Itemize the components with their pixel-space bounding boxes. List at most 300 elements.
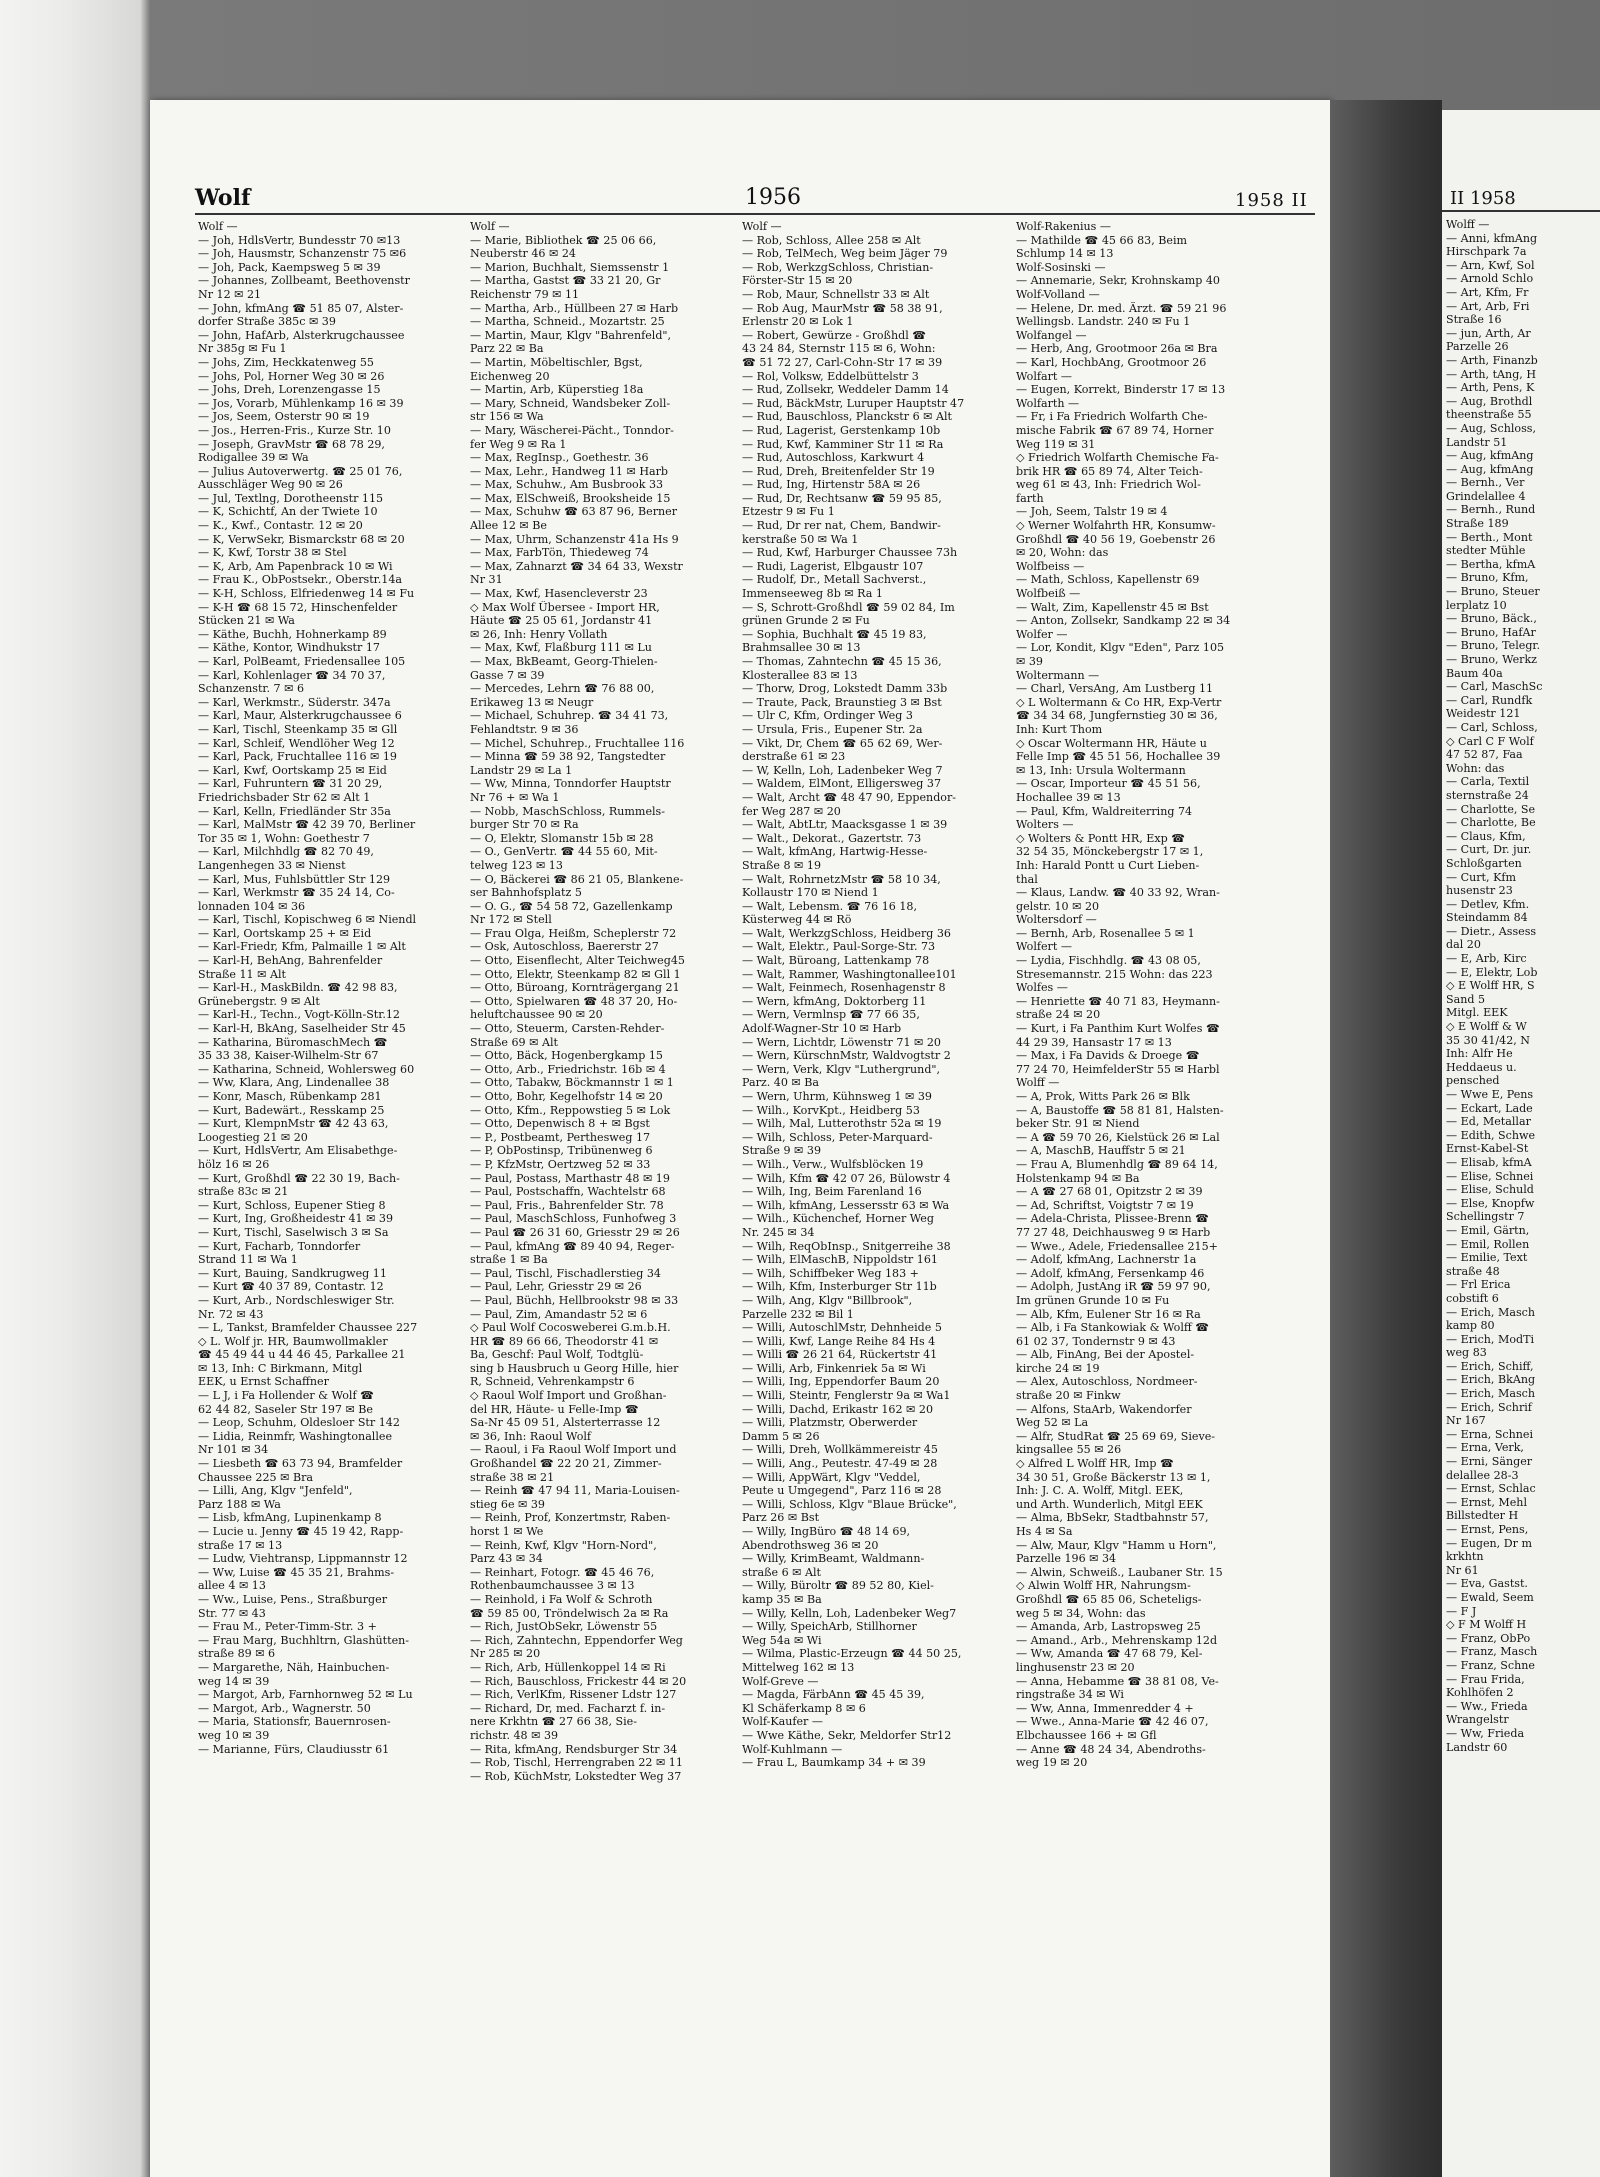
directory-entry-line: Wolfert — — [1016, 940, 1072, 954]
facing-entry-line: 35 30 41/42, N — [1446, 1033, 1531, 1047]
directory-entry-line: — K-H, Schloss, Elfriedenweg 14 ✉ Fu — [198, 587, 415, 601]
directory-entry-line: — Vikt, Dr, Chem ☎ 65 62 69, Wer- — [742, 736, 943, 750]
facing-entry-line: Straße 189 — [1446, 517, 1509, 531]
facing-entry-line: — Aug, Schloss, — [1446, 421, 1537, 435]
facing-entry-line: — Arth, tAng, H — [1446, 367, 1537, 381]
directory-entry-line: — Karl, Werkmstr., Süderstr. 347a — [198, 695, 391, 709]
directory-entry-line: — Frau L, Baumkamp 34 + ✉ 39 — [742, 1756, 926, 1770]
facing-entry-line: — Art, Arb, Fri — [1446, 299, 1530, 313]
directory-entry-line: Parz 43 ✉ 34 — [470, 1552, 543, 1566]
directory-entry-line: — Walt, Rammer, Washingtonallee101 — [742, 967, 957, 981]
facing-entry-line: kamp 80 — [1446, 1319, 1495, 1333]
directory-entry-line: — Joseph, GravMstr ☎ 68 78 29, — [198, 437, 385, 451]
facing-entry-line: — Charlotte, Se — [1446, 802, 1536, 816]
facing-entry-line: — Bruno, Kfm, — [1446, 571, 1529, 585]
facing-entry-line: — Ernst, Pens, — [1446, 1523, 1529, 1536]
directory-entry-line: — Rol, Volksw, Eddelbüttelstr 3 — [742, 369, 919, 383]
directory-entry-line: Mittelweg 162 ✉ 13 — [742, 1660, 855, 1674]
directory-entry-line: — Kurt, Badewärt., Resskamp 25 — [198, 1103, 385, 1117]
facing-entry-line: dal 20 — [1446, 938, 1481, 952]
directory-entry-line: — Max, Kwf, Flaßburg 111 ✉ Lu — [470, 641, 652, 655]
book-gutter — [1330, 100, 1442, 2177]
directory-entry-line: — Wilma, Plastic-Erzeugn ☎ 44 50 25, — [742, 1647, 962, 1661]
directory-entry-line: — Robert, Gewürze - Großhdl ☎ — [742, 328, 927, 342]
directory-entry-line: — Paul, Zim, Amandastr 52 ✉ 6 — [470, 1307, 648, 1321]
directory-entry-line: — Margot, Arb., Wagnerstr. 50 — [198, 1701, 371, 1715]
column-2 — [470, 220, 728, 2140]
directory-entry-line: Abendrothsweg 36 ✉ 20 — [742, 1538, 879, 1552]
facing-entry-line: — Arth, Pens, K — [1446, 381, 1535, 395]
directory-entry-line: — Lisb, kfmAng, Lupinenkamp 8 — [198, 1511, 382, 1525]
directory-entry-line: — Kurt, Facharb, Tonndorfer — [198, 1239, 361, 1253]
directory-entry-line: allee 4 ✉ 13 — [198, 1579, 266, 1593]
directory-entry-line: — Sophia, Buchhalt ☎ 45 19 83, — [742, 627, 927, 641]
directory-entry-line: — Willi, Platzmstr, Oberwerder — [742, 1416, 918, 1430]
directory-entry-line: Parz 26 ✉ Bst — [742, 1511, 820, 1525]
facing-entry-line: Sand 5 — [1446, 992, 1486, 1006]
facing-entry-line: Billstedter H — [1446, 1509, 1519, 1523]
directory-entry-line: — Paul, Postschaffn, Wachtelstr 68 — [470, 1185, 666, 1199]
directory-entry-line: — Rob, Tischl, Herrengraben 22 ✉ 11 — [470, 1756, 683, 1770]
directory-entry-line: — O. G., ☎ 54 58 72, Gazellenkamp — [470, 899, 673, 913]
facing-entry-line: — Erich, ModTi — [1446, 1332, 1535, 1346]
directory-entry-line: Landstr 29 ✉ La 1 — [470, 763, 573, 777]
directory-entry-line: — Thomas, Zahntechn ☎ 45 15 36, — [742, 655, 942, 668]
directory-entry-line: — Maria, Stationsfr, Bauernrosen- — [198, 1715, 391, 1729]
directory-entry-line: 61 02 37, Tondernstr 9 ✉ 43 — [1016, 1334, 1176, 1348]
facing-entry-line: — Carl, MaschSc — [1446, 680, 1543, 694]
facing-entry-line: — Elise, Schnei — [1446, 1169, 1534, 1183]
directory-entry-line: — Lor, Kondit, Klgv "Eden", Parz 105 — [1016, 641, 1225, 655]
directory-entry-line: — Adela-Christa, Plissee-Brenn ☎ — [1016, 1212, 1209, 1226]
directory-entry-line: Weg 54a ✉ Wi — [742, 1633, 822, 1647]
directory-entry-line: Küsterweg 44 ✉ Rö — [742, 913, 852, 927]
directory-entry-line: ☎ 59 85 00, Tröndelwisch 2a ✉ Ra — [470, 1606, 669, 1620]
facing-entry-line: — Bruno, Bäck., — [1446, 612, 1537, 626]
directory-entry-line: Parzelle 232 ✉ Bil 1 — [742, 1307, 854, 1321]
directory-entry-line: Erlenstr 20 ✉ Lok 1 — [742, 315, 854, 329]
facing-entry-line: — Claus, Kfm, — [1446, 829, 1526, 843]
directory-entry-line: nere Krkhtn ☎ 27 66 38, Sie- — [470, 1715, 637, 1729]
facing-entry-line: — Curt, Dr. jur. — [1446, 843, 1532, 857]
directory-entry-line: — Walt, Büroang, Lattenkamp 78 — [742, 954, 930, 968]
directory-entry-line: straße 24 ✉ 20 — [1016, 1008, 1101, 1022]
directory-entry-line: straße 1 ✉ Ba — [470, 1253, 548, 1267]
directory-entry-line: Wolf-Sosinski — — [1016, 260, 1106, 274]
directory-entry-line: — Karl, Kohlenlager ☎ 34 70 37, — [198, 668, 386, 682]
directory-entry-line: straße 38 ✉ 21 — [470, 1470, 555, 1484]
directory-entry-line: Felle Imp ☎ 45 51 56, Hochallee 39 — [1016, 750, 1221, 764]
directory-entry-line: — Wern, Uhrm, Kühnsweg 1 ✉ 39 — [742, 1090, 932, 1103]
directory-entry-line: — Jos, Vorarb, Mühlenkamp 16 ✉ 39 — [198, 396, 404, 410]
facing-entry-line: — Carl, Rundfk — [1446, 693, 1533, 707]
directory-entry-line: — Rob, TelMech, Weg beim Jäger 79 — [742, 247, 948, 261]
directory-entry-line: — O., GenVertr. ☎ 44 55 60, Mit- — [470, 845, 658, 859]
directory-entry-line: — Rich, Arb, Hüllenkoppel 14 ✉ Ri — [470, 1660, 666, 1674]
directory-entry-line: — Ww., Luise, Pens., Straßburger — [198, 1592, 388, 1606]
directory-entry-line: — Rud, Autoschloss, Karkwurt 4 — [742, 451, 925, 465]
directory-entry-line: — Martha, Arb., Hüllbeen 27 ✉ Harb — [470, 301, 679, 315]
directory-entry-line: Strand 11 ✉ Wa 1 — [198, 1253, 298, 1267]
directory-entry-line: — Johannes, Zollbeamt, Beethovenstr — [198, 274, 410, 288]
directory-entry-line: ◇ Friedrich Wolfarth Chemische Fa- — [1016, 451, 1219, 465]
facing-entry-line: — Arn, Kwf, Sol — [1446, 258, 1535, 272]
directory-entry-line: — Kurt, Arb., Nordschleswiger Str. — [198, 1293, 395, 1307]
directory-entry-line: — Mercedes, Lehrn ☎ 76 88 00, — [470, 682, 655, 696]
directory-entry-line: — Reinhold, i Fa Wolf & Schroth — [470, 1592, 653, 1606]
directory-entry-line: Parz. 40 ✉ Ba — [742, 1076, 820, 1090]
facing-entry-line: Ernst-Kabel-St — [1446, 1142, 1529, 1156]
directory-entry-line: — Max, Zahnarzt ☎ 34 64 33, Wexstr — [470, 559, 683, 573]
facing-entry-line: — Art, Kfm, Fr — [1446, 285, 1529, 299]
directory-entry-line: — Willi, Kwf, Lange Reihe 84 Hs 4 — [742, 1334, 936, 1348]
directory-entry-line: — Reinh ☎ 47 94 11, Maria-Louisen- — [470, 1484, 680, 1498]
directory-entry-line: — Karl, Kelln, Friedländer Str 35a — [198, 804, 391, 818]
directory-entry-line: Eichenweg 20 — [470, 369, 550, 383]
directory-entry-line: Wolfes — — [1016, 981, 1068, 995]
facing-entry-line: — Else, Knopfw — [1446, 1196, 1535, 1210]
directory-entry-line: — Lidia, Reinmfr, Washingtonallee — [198, 1429, 393, 1443]
directory-entry-line: — Ursula, Fris., Eupener Str. 2a — [742, 722, 923, 736]
directory-entry-line: — L J, i Fa Hollender & Wolf ☎ — [198, 1389, 374, 1403]
directory-entry-line: Chaussee 225 ✉ Bra — [198, 1470, 314, 1484]
directory-entry-line: — Mary, Wäscherei-Pächt., Tonndor- — [470, 423, 674, 437]
directory-entry-line: — A ☎ 27 68 01, Opitzstr 2 ✉ 39 — [1016, 1185, 1203, 1199]
directory-entry-line: — Otto, Steuerm, Carsten-Rehder- — [470, 1022, 665, 1036]
facing-entry-line: — Erni, Sänger — [1446, 1455, 1533, 1469]
directory-entry-line: Wolfarth — — [1016, 396, 1080, 410]
directory-entry-line: — K, Kwf, Torstr 38 ✉ Stel — [198, 546, 347, 560]
directory-entry-line: fer Weg 287 ✉ 20 — [742, 804, 841, 818]
directory-entry-line: — Walt., Dekorat., Gazertstr. 73 — [742, 831, 922, 845]
directory-entry-line: Wolfart — — [1016, 369, 1072, 383]
directory-entry-line: — Karl, HochbAng, Grootmoor 26 — [1016, 355, 1207, 369]
directory-entry-line: — Minna ☎ 59 38 92, Tangstedter — [470, 750, 666, 764]
directory-entry-line: 44 29 39, Hansastr 17 ✉ 13 — [1016, 1035, 1172, 1049]
directory-entry-line: — Mathilde ☎ 45 66 83, Beim — [1016, 233, 1188, 247]
directory-entry-line: — Wilh, Schloss, Peter-Marquard- — [742, 1130, 933, 1144]
directory-entry-line: — Martin, Arb, Küperstieg 18a — [470, 383, 644, 397]
facing-entry-line: Wrangelstr — [1446, 1713, 1509, 1727]
directory-entry-line: — K, Schichtf, An der Twiete 10 — [198, 505, 378, 519]
directory-entry-line: kingsallee 55 ✉ 26 — [1016, 1443, 1122, 1457]
directory-entry-line: — Amanda, Arb, Lastropsweg 25 — [1016, 1620, 1201, 1634]
facing-entry-line: — Elisab, kfmA — [1446, 1155, 1532, 1169]
directory-entry-line: — Ludw, Viehtransp, Lippmannstr 12 — [198, 1552, 408, 1566]
directory-entry-line: — Otto, Elektr, Steenkamp 82 ✉ Gll 1 — [470, 967, 681, 981]
directory-entry-line: ◇ L. Wolf jr. HR, Baumwollmakler — [198, 1334, 388, 1348]
directory-entry-line: — Kurt, Bauing, Sandkrugweg 11 — [198, 1266, 387, 1280]
directory-entry-line: — Rich, JustObSekr, Löwenstr 55 — [470, 1620, 658, 1634]
facing-entry-line: cobstift 6 — [1446, 1291, 1499, 1305]
directory-entry-line: Parz 188 ✉ Wa — [198, 1497, 281, 1511]
directory-entry-line: — Otto, Spielwaren ☎ 48 37 20, Ho- — [470, 994, 678, 1008]
directory-entry-line: — Max, Uhrm, Schanzenstr 41a Hs 9 — [470, 532, 679, 546]
directory-entry-line: Schanzenstr. 7 ✉ 6 — [198, 682, 305, 696]
directory-entry-line: ◇ Raoul Wolf Import und Großhan- — [470, 1389, 667, 1403]
directory-entry-line: — Marie, Bibliothek ☎ 25 06 66, — [470, 233, 657, 247]
facing-entry-line: — Curt, Kfm — [1446, 870, 1516, 884]
directory-entry-line: — Willy, IngBüro ☎ 48 14 69, — [742, 1525, 911, 1538]
facing-entry-line: Wohn: das — [1446, 761, 1505, 775]
facing-entry-line: — Ww., Frieda — [1446, 1699, 1528, 1713]
directory-entry-line: — Rob, Schloss, Allee 258 ✉ Alt — [742, 233, 921, 247]
directory-entry-line: 35 33 38, Kaiser-Wilhelm-Str 67 — [198, 1049, 379, 1063]
directory-entry-line: — Alb, i Fa Stankowiak & Wolff ☎ — [1016, 1321, 1210, 1335]
directory-entry-line: 32 54 35, Mönckebergstr 17 ✉ 1, — [1016, 845, 1204, 859]
directory-entry-line: weg 19 ✉ 20 — [1016, 1756, 1088, 1770]
directory-entry-line: Nr 101 ✉ 34 — [198, 1443, 269, 1457]
column-4 — [1016, 220, 1316, 2140]
directory-entry-line: Nr 285 ✉ 20 — [470, 1647, 541, 1661]
directory-entry-line: — P., Postbeamt, Perthesweg 17 — [470, 1130, 651, 1144]
directory-entry-line: ◇ Oscar Woltermann HR, Häute u — [1016, 736, 1207, 750]
directory-entry-line: — Walt, Elektr., Paul-Sorge-Str. 73 — [742, 940, 936, 954]
directory-entry-line: — Ww, Minna, Tonndorfer Hauptstr — [470, 777, 671, 791]
directory-entry-line: — Kurt, HdlsVertr, Am Elisabethge- — [198, 1144, 398, 1158]
directory-entry-line: fer Weg 9 ✉ Ra 1 — [470, 437, 567, 451]
directory-entry-line: 34 30 51, Große Bäckerstr 13 ✉ 1, — [1016, 1470, 1211, 1484]
directory-entry-line: — Martin, Möbeltischler, Bgst, — [470, 355, 643, 369]
directory-entry-line: — A, MaschB, Hauffstr 5 ✉ 21 — [1016, 1144, 1186, 1158]
directory-entry-line: Wolf-Volland — — [1016, 287, 1100, 301]
directory-entry-line: — Herb, Ang, Grootmoor 26a ✉ Bra — [1016, 342, 1218, 356]
directory-entry-line: — Annemarie, Sekr, Krohnskamp 40 — [1016, 274, 1220, 288]
directory-entry-line: Großhandel ☎ 22 20 21, Zimmer- — [470, 1457, 662, 1471]
facing-entry-line: Heddaeus u. — [1446, 1060, 1517, 1074]
directory-entry-line: — Rita, kfmAng, Rendsburger Str 34 — [470, 1742, 678, 1756]
directory-entry-line: — Karl-Friedr, Kfm, Palmaille 1 ✉ Alt — [198, 940, 406, 954]
directory-entry-line: weg 5 ✉ 34, Wohn: das — [1016, 1606, 1146, 1620]
directory-entry-line: Straße 9 ✉ 39 — [742, 1144, 821, 1158]
directory-entry-line: — Alwin, Schweiß., Laubaner Str. 15 — [1016, 1565, 1223, 1579]
directory-entry-line: — Willi, Dreh, Wollkämmereistr 45 — [742, 1443, 938, 1457]
facing-entry-line: — Frau Frida, — [1446, 1672, 1525, 1686]
directory-entry-line: — Rich, Bauschloss, Frickestr 44 ✉ 20 — [470, 1674, 687, 1688]
directory-entry-line: — Frau M., Peter-Timm-Str. 3 + — [198, 1620, 377, 1634]
facing-entry-line: 47 52 87, Faa — [1446, 748, 1523, 762]
directory-entry-line: Wolf — — [198, 220, 238, 233]
directory-entry-line: — A, Prok, Witts Park 26 ✉ Blk — [1016, 1090, 1190, 1103]
directory-entry-line: — Max, FarbTön, Thiedeweg 74 — [470, 546, 649, 560]
directory-entry-line: — Wilh, Ing, Beim Farenland 16 — [742, 1185, 922, 1199]
facing-entry-line: Parzelle 26 — [1446, 340, 1509, 354]
directory-entry-line: — Alfr, StudRat ☎ 25 69 69, Sieve- — [1016, 1429, 1216, 1443]
directory-entry-line: ✉ 13, Inh: Ursula Woltermann — [1016, 763, 1186, 777]
facing-entry-line: — Charlotte, Be — [1446, 816, 1536, 830]
directory-entry-line: Nr 172 ✉ Stell — [470, 913, 552, 927]
facing-entry-line: — Erich, Schiff, — [1446, 1359, 1534, 1373]
directory-entry-line: — Ulr C, Kfm, Ordinger Weg 3 — [742, 709, 913, 723]
directory-entry-line: — Wern, KürschnMstr, Waldvogtstr 2 — [742, 1049, 951, 1063]
facing-entry-line: ◇ Carl C F Wolf — [1446, 734, 1534, 748]
directory-entry-line: — Alw, Maur, Klgv "Hamm u Horn", — [1016, 1538, 1217, 1552]
directory-entry-line: — Rob, KüchMstr, Lokstedter Weg 37 — [470, 1769, 682, 1783]
facing-entry-line: — Bertha, kfmA — [1446, 557, 1536, 571]
directory-entry-line: — Karl, Pack, Fruchtallee 116 ✉ 19 — [198, 750, 397, 764]
facing-entry-line: — Ww, Frieda — [1446, 1726, 1525, 1740]
directory-entry-line: — Max, i Fa Davids & Droege ☎ — [1016, 1049, 1200, 1063]
directory-entry-line: Woltersdorf — — [1016, 913, 1097, 927]
directory-entry-line: — Rud, Kwf, Harburger Chaussee 73h — [742, 546, 958, 560]
facing-entry-line: — Erna, Verk, — [1446, 1441, 1524, 1455]
directory-entry-line: Wolfangel — — [1016, 328, 1087, 342]
directory-entry-line: Wolf — — [470, 220, 510, 233]
directory-entry-line: — Richard, Dr, med. Facharzt f. in- — [470, 1701, 666, 1715]
directory-entry-line: — Max, Schuhw., Am Busbrook 33 — [470, 478, 664, 492]
directory-entry-line: — Karl, Kwf, Oortskamp 25 ✉ Eid — [198, 763, 387, 777]
directory-entry-line: — Wilh., Verw., Wulfsblöcken 19 — [742, 1157, 924, 1171]
directory-entry-line: Wolf-Greve — — [742, 1674, 819, 1688]
directory-entry-line: kirche 24 ✉ 19 — [1016, 1361, 1100, 1375]
facing-entry-line: — Emil, Gärtn, — [1446, 1223, 1530, 1237]
directory-entry-line: — Rich, Zahntechn, Eppendorfer Weg — [470, 1633, 683, 1647]
directory-entry-line: — Rudolf, Dr., Metall Sachverst., — [742, 573, 927, 587]
directory-entry-line: — Walt, Archt ☎ 48 47 90, Eppendor- — [742, 790, 957, 804]
directory-entry-line: — Eugen, Korrekt, Binderstr 17 ✉ 13 — [1016, 383, 1226, 397]
directory-entry-line: — Willy, SpeichArb, Stillhorner — [742, 1620, 917, 1634]
directory-entry-line: — Kurt, Ing, Großheidestr 41 ✉ 39 — [198, 1212, 394, 1226]
facing-entry-line: Kohlhöfen 2 — [1446, 1686, 1514, 1700]
directory-entry-line: Nr. 72 ✉ 43 — [198, 1307, 264, 1321]
directory-entry-line: — Max, Schuhw ☎ 63 87 96, Berner — [470, 505, 678, 519]
directory-entry-line: — Otto, Eisenflecht, Alter Teichweg45 — [470, 954, 685, 968]
directory-entry-line: — Wilh., KorvKpt., Heidberg 53 — [742, 1103, 920, 1117]
directory-entry-line: Ba, Geschf: Paul Wolf, Todtglü- — [470, 1348, 644, 1362]
directory-entry-line: ◇ Alfred L Wolff HR, Imp ☎ — [1016, 1457, 1174, 1471]
directory-entry-line: — Walt, Zim, Kapellenstr 45 ✉ Bst — [1016, 600, 1209, 614]
facing-entry-line: Schloßgarten — [1446, 856, 1522, 870]
directory-entry-line: EEK, u Ernst Schaffner — [198, 1375, 329, 1389]
facing-entry-line: lerplatz 10 — [1446, 598, 1507, 612]
directory-entry-line: — Wilh, ReqObInsp., Snitgerreihe 38 — [742, 1239, 951, 1253]
directory-entry-line: — Ww, Anna, Immenredder 4 + — [1016, 1701, 1194, 1715]
directory-entry-line: Etzestr 9 ✉ Fu 1 — [742, 505, 835, 519]
facing-entry-line: Baum 40a — [1446, 666, 1503, 680]
directory-entry-line: 77 27 48, Deichhausweg 9 ✉ Harb — [1016, 1225, 1211, 1239]
facing-page-number: II 1958 — [1450, 188, 1516, 209]
directory-entry-line: kamp 35 ✉ Ba — [742, 1592, 822, 1606]
facing-entry-line: Inh: Alfr He — [1446, 1047, 1513, 1061]
directory-entry-line: — P, ObPostinsp, Tribünenweg 6 — [470, 1144, 653, 1158]
directory-entry-line: — Wilh., Küchenchef, Horner Weg — [742, 1212, 934, 1226]
directory-entry-line: Allee 12 ✉ Be — [470, 519, 547, 533]
directory-entry-line: — Marianne, Fürs, Claudiusstr 61 — [198, 1742, 390, 1756]
directory-entry-line: — Max, ElSchweiß, Brooksheide 15 — [470, 491, 671, 505]
directory-entry-line: — Rud, Dreh, Breitenfelder Str 19 — [742, 464, 935, 478]
directory-entry-line: — Karl-H., MaskBildn. ☎ 42 98 83, — [198, 981, 398, 995]
directory-entry-line: — Willi, Arb, Finkenriek 5a ✉ Wi — [742, 1361, 926, 1375]
directory-entry-line: — Liesbeth ☎ 63 73 94, Bramfelder — [198, 1457, 403, 1471]
directory-entry-line: — Otto, Bäck, Hogenbergkamp 15 — [470, 1049, 663, 1063]
directory-entry-line: — Karl, Milchhdlg ☎ 82 70 49, — [198, 845, 374, 859]
directory-entry-line: — Mary, Schneid, Wandsbeker Zoll- — [470, 396, 671, 410]
directory-entry-line: — Alex, Autoschloss, Nordmeer- — [1016, 1375, 1198, 1389]
directory-entry-line: Stresemannstr. 215 Wohn: das 223 — [1016, 967, 1213, 981]
directory-entry-line: Wolff — — [1016, 1076, 1060, 1090]
directory-entry-line: lonnaden 104 ✉ 36 — [198, 899, 306, 913]
facing-entry-line: — Aug, kfmAng — [1446, 462, 1534, 476]
directory-entry-line: brik HR ☎ 65 89 74, Alter Teich- — [1016, 464, 1203, 478]
directory-entry-line: — Joh, Pack, Kaempsweg 5 ✉ 39 — [198, 260, 381, 274]
directory-entry-line: — Willi, Schloss, Klgv "Blaue Brücke", — [742, 1497, 957, 1511]
directory-entry-line: — Willy, KrimBeamt, Waldmann- — [742, 1552, 925, 1566]
directory-entry-line: ✉ 26, Inh: Henry Vollath — [470, 627, 608, 641]
directory-entry-line: — Wern, Vermlnsp ☎ 77 66 35, — [742, 1008, 920, 1022]
directory-entry-line: Parzelle 196 ✉ 34 — [1016, 1552, 1117, 1566]
directory-entry-line: — Joh, Hausmstr, Schanzenstr 75 ✉6 — [198, 247, 407, 261]
facing-entry-line: Mitgl. EEK — [1446, 1006, 1508, 1020]
directory-entry-line: — Jos, Seem, Osterstr 90 ✉ 19 — [198, 410, 370, 424]
directory-entry-line: — Rud, Dr, Rechtsanw ☎ 59 95 85, — [742, 491, 942, 505]
header-rule — [195, 213, 1315, 215]
directory-entry-line: horst 1 ✉ We — [470, 1525, 544, 1538]
directory-entry-line: mische Fabrik ☎ 67 89 74, Horner — [1016, 423, 1214, 437]
facing-entry-line: — Erich, BkAng — [1446, 1373, 1536, 1387]
directory-entry-line: — Leop, Schuhm, Oldesloer Str 142 — [198, 1416, 400, 1430]
directory-entry-line: — Paul, kfmAng ☎ 89 40 94, Reger- — [470, 1239, 675, 1253]
facing-entry-line: sternstraße 24 — [1446, 788, 1529, 802]
facing-entry-line: — F J — [1446, 1604, 1477, 1618]
directory-entry-line: — L, Tankst, Bramfelder Chaussee 227 — [198, 1321, 418, 1335]
directory-entry-line: ✉ 36, Inh: Raoul Wolf — [470, 1429, 592, 1443]
directory-entry-line: Elbchaussee 166 + ✉ Gfl — [1016, 1728, 1157, 1742]
directory-entry-line: — Willi, Steintr, Fenglerstr 9a ✉ Wa1 — [742, 1389, 951, 1403]
directory-entry-line: — Kurt ☎ 40 37 89, Contastr. 12 — [198, 1280, 384, 1294]
directory-entry-line: ☎ 34 34 68, Jungfernstieg 30 ✉ 36, — [1016, 709, 1218, 723]
directory-entry-line: — Wwe Käthe, Sekr, Meldorfer Str12 — [742, 1728, 952, 1742]
directory-entry-line: Parz 22 ✉ Ba — [470, 342, 544, 356]
facing-entry-line: — Emilie, Text — [1446, 1251, 1528, 1265]
directory-entry-line: — Käthe, Kontor, Windhukstr 17 — [198, 641, 380, 655]
directory-entry-line: — Wern, kfmAng, Doktorberg 11 — [742, 994, 927, 1008]
directory-entry-line: — Alfons, StaArb, Wakendorfer — [1016, 1402, 1192, 1416]
facing-entry-line: — Franz, Masch — [1446, 1645, 1538, 1659]
directory-entry-line: ringstraße 34 ✉ Wi — [1016, 1688, 1124, 1702]
directory-entry-line: — Max, RegInsp., Goethestr. 36 — [470, 451, 649, 465]
facing-entry-line: Wolff — — [1446, 218, 1490, 231]
directory-entry-line: — Michel, Schuhrep., Fruchtallee 116 — [470, 736, 685, 750]
facing-entry-line: — Bruno, Werkz — [1446, 653, 1538, 666]
directory-entry-line: ◇ Alwin Wolff HR, Nahrungsm- — [1016, 1579, 1191, 1593]
directory-entry-line: — Rob, WerkzgSchloss, Christian- — [742, 260, 934, 274]
facing-entry-line: Steindamm 84 — [1446, 911, 1528, 925]
directory-entry-line: — Wilh, Schiffbeker Weg 183 + — [742, 1266, 919, 1280]
directory-entry-line: straße 6 ✉ Alt — [742, 1565, 821, 1579]
directory-entry-line: — Alma, BbSekr, Stadtbahnstr 57, — [1016, 1511, 1209, 1525]
directory-entry-line: Wellingsb. Landstr. 240 ✉ Fu 1 — [1016, 315, 1191, 329]
directory-entry-line: — Kurt, i Fa Panthim Kurt Wolfes ☎ — [1016, 1022, 1220, 1036]
facing-entry-line: — Arth, Finanzb — [1446, 353, 1538, 367]
directory-entry-line: — Rud, Lagerist, Gerstenkamp 10b — [742, 423, 941, 437]
facing-entry-line: — Eva, Gastst. — [1446, 1577, 1528, 1591]
facing-entry-line: ◇ F M Wolff H — [1446, 1618, 1527, 1632]
directory-entry-line: — Wilh, ElMaschB, Nippoldstr 161 — [742, 1253, 938, 1267]
directory-entry-line: Grünebergstr. 9 ✉ Alt — [198, 994, 320, 1008]
directory-entry-line: Wolfer — — [1016, 627, 1068, 641]
facing-entry-line: — Ernst, Schlac — [1446, 1482, 1536, 1496]
directory-entry-line: — Willi ☎ 26 21 64, Rückertstr 41 — [742, 1348, 938, 1362]
directory-entry-line: Wolf-Kaufer — — [742, 1715, 823, 1729]
facing-entry-line: Schellingstr 7 — [1446, 1210, 1525, 1224]
facing-entry-line: — Carl, Schloss, — [1446, 720, 1538, 734]
directory-entry-line: — Kurt, Schloss, Eupener Stieg 8 — [198, 1198, 386, 1212]
facing-entry-line: — Ernst, Mehl — [1446, 1495, 1527, 1509]
directory-entry-line: telweg 123 ✉ 13 — [470, 858, 563, 872]
facing-column — [1446, 218, 1600, 1754]
facing-entry-line: Straße 16 — [1446, 313, 1502, 327]
facing-entry-line: — Dietr., Assess — [1446, 924, 1537, 938]
